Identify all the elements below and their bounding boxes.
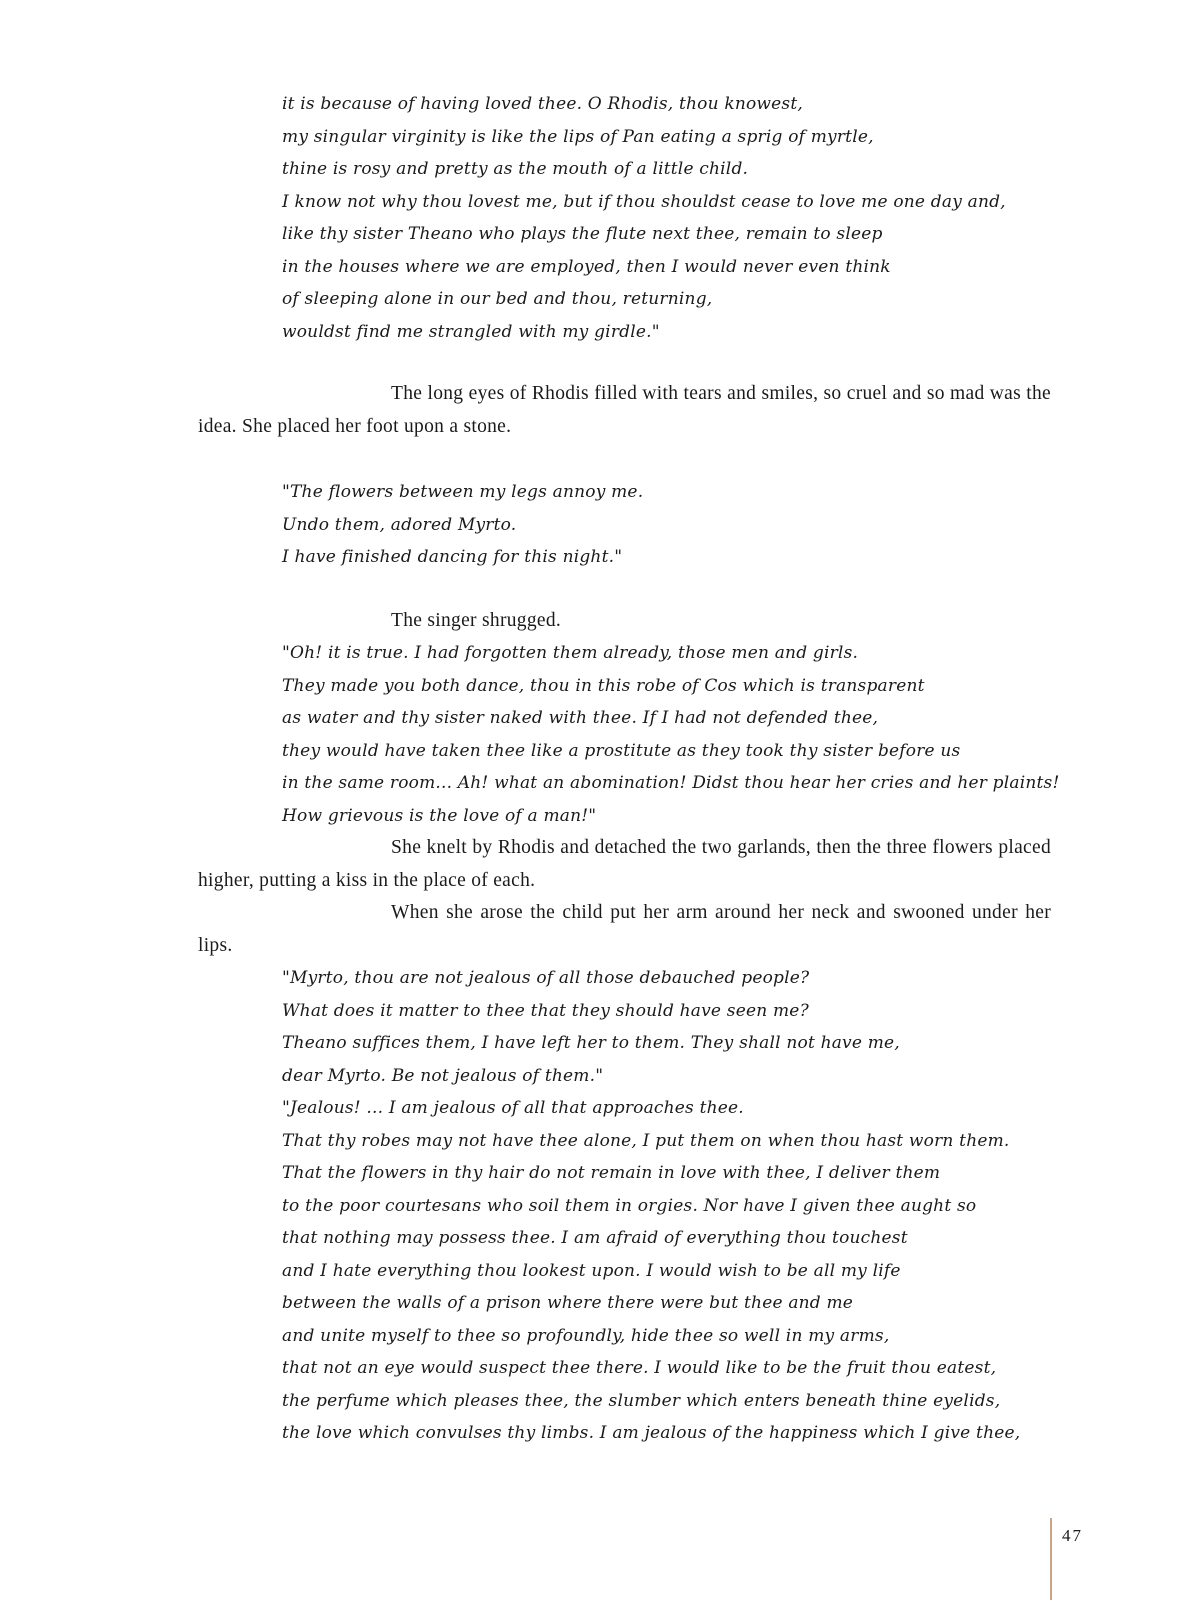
verse-line: Theano suffices them, I have left her to them. They shall not have me,	[282, 1033, 900, 1053]
prose-paragraph: She knelt by Rhodis and detached the two garlands, then the three flowers placed higher, putting a kiss in the place of each.	[198, 837, 1051, 891]
verse-line: "Oh! it is true. I had forgotten them already, those men and girls.	[282, 643, 859, 663]
verse-line: "Jealous! ... I am jealous of all that approaches thee.	[282, 1098, 744, 1118]
verse-line: between the walls of a prison where there were but thee and me	[282, 1293, 854, 1313]
verse-block-3	[282, 637, 1112, 832]
prose-paragraph: When she arose the child put her arm around her neck and swooned under her lips.	[198, 902, 1051, 956]
verse-line: my singular virginity is like the lips of Pan eating a sprig of myrtle,	[282, 126, 874, 147]
verse-line: as water and thy sister naked with thee. If I had not defended thee,	[282, 708, 879, 728]
verse-block-1	[282, 88, 1112, 348]
verse-line: Undo them, adored Myrto.	[282, 514, 517, 535]
verse-line: "The flowers between my legs annoy me.	[282, 482, 644, 502]
prose-paragraph: The long eyes of Rhodis filled with tears and smiles, so cruel and so mad was the idea. She placed her foot upon a stone.	[198, 383, 1051, 437]
verse-line: That the flowers in thy hair do not remain in love with thee, I deliver them	[282, 1163, 941, 1183]
page-number-rule	[1050, 1518, 1052, 1600]
verse-line: They made you both dance, thou in this robe of Cos which is transparent	[282, 675, 925, 696]
verse-line: they would have taken thee like a prostitute as they took thy sister before us	[282, 740, 961, 761]
verse-line: that not an eye would suspect thee there. I would like to be the fruit thou eatest,	[282, 1358, 997, 1378]
verse-line: "Myrto, thou are not jealous of all those debauched people?	[282, 968, 810, 988]
page-number: 47	[1062, 1526, 1083, 1545]
verse-line: How grievous is the love of a man!"	[282, 805, 597, 826]
verse-line: What does it matter to thee that they should have seen me?	[282, 1000, 809, 1021]
verse-block-2	[282, 476, 1112, 574]
verse-line: of sleeping alone in our bed and thou, returning,	[282, 289, 713, 309]
verse-line: I know not why thou lovest me, but if thou shouldst cease to love me one day and,	[282, 191, 1006, 212]
verse-line: to the poor courtesans who soil them in orgies. Nor have I given thee aught so	[282, 1195, 977, 1216]
verse-line: in the same room... Ah! what an abomination! Didst thou hear her cries and her plaints!	[282, 773, 1060, 793]
verse-line: thine is rosy and pretty as the mouth of a little child.	[282, 159, 749, 179]
verse-line: I have finished dancing for this night."	[282, 547, 623, 567]
verse-line: it is because of having loved thee. O Rhodis, thou knowest,	[282, 94, 803, 114]
verse-line: That thy robes may not have thee alone, I put them on when thou hast worn them.	[282, 1130, 1010, 1151]
verse-line: and unite myself to thee so profoundly, hide thee so well in my arms,	[282, 1325, 890, 1346]
prose-block-2	[198, 832, 1051, 962]
prose-paragraph: The singer shrugged.	[391, 610, 562, 631]
verse-line: like thy sister Theano who plays the flute next thee, remain to sleep	[282, 224, 883, 244]
verse-line: the love which convulses thy limbs. I am jealous of the happiness which I give thee,	[282, 1423, 1021, 1443]
verse-line: the perfume which pleases thee, the slumber which enters beneath thine eyelids,	[282, 1390, 1001, 1411]
verse-line: dear Myrto. Be not jealous of them."	[282, 1065, 604, 1086]
verse-block-4	[282, 962, 1112, 1450]
verse-line: that nothing may possess thee. I am afraid of everything thou touchest	[282, 1228, 908, 1248]
verse-line: wouldst find me strangled with my girdle."	[282, 321, 660, 342]
prose-block-1	[198, 378, 1051, 443]
verse-line: in the houses where we are employed, then I would never even think	[282, 256, 891, 277]
verse-line: and I hate everything thou lookest upon. I would wish to be all my life	[282, 1260, 901, 1281]
